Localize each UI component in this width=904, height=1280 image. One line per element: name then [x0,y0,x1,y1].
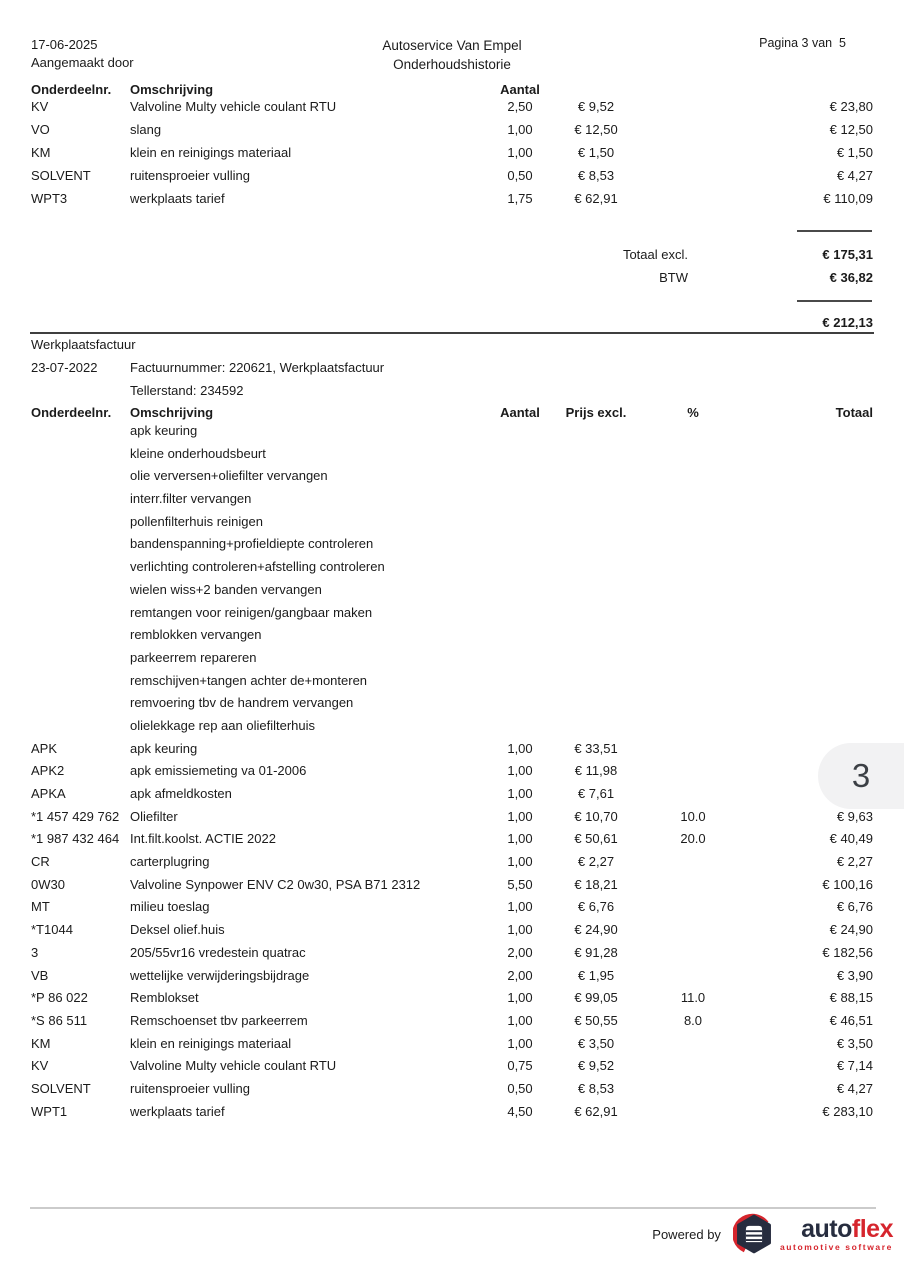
cell-description: ruitensproeier vulling [130,168,250,183]
cell-description: 205/55vr16 vredestein quatrac [130,944,306,960]
section-divider [30,332,874,334]
cell-quantity: 1,00 [507,990,533,1006]
invoice-line-row [0,187,904,210]
cell-description: milieu toeslag [130,899,210,915]
logo-word-auto: auto [801,1214,852,1243]
btw-label: BTW [659,270,688,285]
cell-unit-price: € 99,05 [574,990,618,1006]
cell-description: remschijven+tangen achter de+monteren [130,672,368,688]
cell-quantity: 2,00 [507,967,533,983]
col-header-percent: % [687,405,699,420]
col-header-total: Totaal [835,405,873,420]
cell-description: Remschoenset tbv parkeerrem [130,1012,308,1028]
cell-unit-price: € 7,61 [577,786,615,801]
cell-discount-percent: 11.0 [680,990,706,1006]
cell-part-number: *T1044 [31,922,73,938]
invoice-line-row [0,579,904,602]
cell-quantity: 1,00 [507,145,533,160]
cell-line-total: € 6,76 [836,899,873,915]
cell-quantity: 1,00 [507,763,533,779]
cell-unit-price: € 8,53 [577,1080,615,1096]
cell-quantity: 0,50 [507,1080,533,1096]
cell-unit-price: € 1,95 [577,967,615,983]
cell-quantity: 1,00 [507,831,533,847]
invoice-line-row [0,692,904,715]
totals-row-btw [0,266,904,289]
cell-unit-price: € 1,50 [577,145,615,160]
total-excl-value: € 175,31 [822,247,873,262]
cell-part-number: KV [31,99,49,114]
cell-part-number: 3 [31,944,39,960]
table2-rows [0,420,904,1123]
cell-line-total: € 110,09 [823,191,873,206]
invoice-line-row [0,1078,904,1101]
invoice-line-row [0,738,904,761]
created-by-label: Aangemaakt door [31,55,134,70]
cell-description: apk emissiemeting va 01-2006 [130,763,307,779]
col-header-quantity: Aantal [500,405,540,420]
footer-divider [30,1207,876,1209]
cell-unit-price: € 12,50 [574,122,618,137]
cell-unit-price: € 9,52 [577,99,615,114]
totals-row-excl [0,243,904,266]
cell-quantity: 1,00 [507,808,533,824]
cell-unit-price: € 62,91 [574,191,618,206]
cell-description: kleine onderhoudsbeurt [130,445,266,461]
cell-line-total: € 7,14 [836,1058,873,1074]
logo-word-flex: flex [851,1214,893,1243]
cell-description: remtangen voor reinigen/gangbaar maken [130,604,373,620]
cell-description: olielekkage rep aan oliefilterhuis [130,717,316,733]
cell-part-number: VO [31,122,50,137]
cell-quantity: 1,00 [507,1012,533,1028]
cell-line-total: € 12,50 [829,122,873,137]
cell-description: klein en reinigings materiaal [130,145,292,160]
invoice-line-row [0,488,904,511]
cell-quantity: 1,00 [507,854,533,870]
cell-part-number: *P 86 022 [31,990,88,1006]
cell-quantity: 1,00 [507,922,533,938]
cell-quantity: 2,50 [507,99,533,114]
col-header-part: Onderdeelnr. [31,82,112,97]
cell-description: apk keuring [130,423,198,438]
invoice-reference: Factuurnummer: 220621, Werkplaatsfactuur [130,360,385,375]
invoice-line-row [0,624,904,647]
cell-line-total: € 100,16 [822,876,873,892]
cell-line-total: € 24,90 [829,922,873,938]
creation-date: 17-06-2025 [31,37,98,52]
col-header-description: Omschrijving [130,405,214,420]
cell-part-number: APK [31,740,58,756]
cell-line-total: € 283,10 [822,1103,873,1119]
cell-unit-price: € 91,28 [574,944,618,960]
totals-divider-top [797,230,872,232]
invoice-line-row [0,670,904,693]
cell-unit-price: € 11,98 [574,763,618,779]
grand-total-value: € 212,13 [822,315,873,330]
cell-part-number: *1 987 432 464 [31,831,120,847]
section-title: Werkplaatsfactuur [31,337,136,352]
cell-quantity: 1,75 [507,191,533,206]
cell-part-number: KM [31,1035,51,1051]
cell-unit-price: € 3,50 [577,1035,615,1051]
cell-line-total: € 9,63 [836,808,873,824]
invoice-line-row [0,1033,904,1056]
page-number-badge: 3 [818,743,904,809]
cell-discount-percent: 10.0 [680,808,706,824]
cell-description: wettelijke verwijderingsbijdrage [130,967,310,983]
col-header-part: Onderdeelnr. [31,405,112,420]
grand-total-row [0,311,904,334]
cell-quantity: 1,00 [507,899,533,915]
cell-discount-percent: 20.0 [680,831,706,847]
invoice-date: 23-07-2022 [31,360,98,375]
odometer-reading: Tellerstand: 234592 [130,383,244,398]
invoice-line-row [0,556,904,579]
col-header-description: Omschrijving [130,82,214,97]
cell-part-number: CR [31,854,50,870]
cell-quantity: 1,00 [507,1035,533,1051]
cell-description: werkplaats tarief [130,1103,225,1119]
cell-description: Remblokset [130,990,199,1006]
cell-unit-price: € 24,90 [574,922,618,938]
cell-unit-price: € 2,27 [577,854,615,870]
autoflex-garage-icon [733,1211,775,1257]
cell-line-total: € 1,50 [836,145,873,160]
cell-description: carterplugring [130,854,210,870]
invoice-line-row [0,1010,904,1033]
cell-description: pollenfilterhuis reinigen [130,513,263,529]
cell-description: slang [130,122,162,137]
invoice-line-row [0,896,904,919]
cell-description: olie verversen+oliefilter vervangen [130,468,328,484]
cell-quantity: 5,50 [507,876,533,892]
company-name: Autoservice Van Empel [382,38,522,53]
cell-unit-price: € 62,91 [574,1103,618,1119]
cell-part-number: WPT3 [31,191,68,206]
invoice-line-row [0,443,904,466]
cell-unit-price: € 6,76 [577,899,615,915]
cell-unit-price: € 50,61 [574,831,618,847]
cell-description: wielen wiss+2 banden vervangen [130,581,322,597]
cell-part-number: SOLVENT [31,1080,91,1096]
cell-line-total: € 2,27 [836,854,873,870]
cell-line-total: € 4,27 [836,1080,873,1096]
invoice-line-row [0,533,904,556]
cell-unit-price: € 9,52 [577,1058,615,1074]
cell-quantity: 1,00 [507,786,533,801]
invoice-line-row [0,828,904,851]
invoice-line-row [0,987,904,1010]
cell-part-number: VB [31,967,49,983]
cell-description: Deksel olief.huis [130,922,225,938]
invoice-line-row [0,465,904,488]
invoice-line-row [0,783,904,806]
cell-part-number: APK2 [31,763,65,779]
table1-rows [0,95,904,210]
invoice-line-row [0,919,904,942]
cell-description: apk afmeldkosten [130,786,232,801]
cell-line-total: € 40,49 [829,831,873,847]
cell-description: remblokken vervangen [130,627,262,643]
autoflex-wordmark [779,1214,893,1252]
invoice-line-row [0,851,904,874]
invoice-line-row [0,647,904,670]
invoice-line-row [0,420,904,443]
cell-line-total: € 3,90 [836,967,873,983]
invoice-line-row [0,1055,904,1078]
invoice-line-row [0,874,904,897]
invoice-line-row [0,141,904,164]
cell-description: klein en reinigings materiaal [130,1035,292,1051]
cell-description: parkeerrem repareren [130,649,257,665]
cell-line-total: € 46,51 [829,1012,873,1028]
cell-part-number: *S 86 511 [31,1012,88,1028]
cell-quantity: 0,50 [507,168,533,183]
btw-value: € 36,82 [829,270,873,285]
cell-description: Valvoline Multy vehicle coulant RTU [130,99,337,114]
cell-line-total: € 4,27 [836,168,873,183]
invoice-line-row [0,118,904,141]
cell-description: apk keuring [130,740,198,756]
cell-line-total: € 3,50 [836,1035,873,1051]
invoice-line-row [0,164,904,187]
cell-part-number: *1 457 429 762 [31,808,120,824]
cell-description: Oliefilter [130,808,178,824]
cell-part-number: 0W30 [31,876,65,892]
cell-description: ruitensproeier vulling [130,1080,250,1096]
cell-description: Valvoline Multy vehicle coulant RTU [130,1058,337,1074]
invoice-line-row [0,715,904,738]
totals-divider-bottom [797,300,872,302]
invoice-line-row [0,1101,904,1124]
cell-part-number: WPT1 [31,1103,68,1119]
cell-quantity: 2,00 [507,944,533,960]
invoice-line-row [0,942,904,965]
invoice-line-row [0,965,904,988]
cell-description: bandenspanning+profieldiepte controleren [130,536,374,552]
autoflex-logo [733,1211,893,1257]
cell-line-total: € 23,80 [829,99,873,114]
cell-part-number: KM [31,145,51,160]
invoice-line-row [0,602,904,625]
cell-unit-price: € 10,70 [574,808,618,824]
cell-description: Int.filt.koolst. ACTIE 2022 [130,831,276,847]
cell-line-total: € 88,15 [829,990,873,1006]
cell-unit-price: € 33,51 [574,740,618,756]
invoice-line-row [0,95,904,118]
footer [652,1210,893,1258]
invoice-line-row [0,511,904,534]
cell-part-number: SOLVENT [31,168,91,183]
cell-unit-price: € 8,53 [577,168,615,183]
cell-description: interr.filter vervangen [130,491,252,507]
cell-part-number: APKA [31,786,66,801]
cell-quantity: 0,75 [507,1058,533,1074]
cell-quantity: 1,00 [507,740,533,756]
cell-description: werkplaats tarief [130,191,225,206]
page-indicator: Pagina 3 van 5 [759,36,846,50]
cell-quantity: 4,50 [507,1103,533,1119]
cell-description: remvoering tbv de handrem vervangen [130,695,354,711]
cell-description: verlichting controleren+afstelling controleren [130,559,385,575]
cell-unit-price: € 50,55 [574,1012,618,1028]
powered-by-label: Powered by [652,1226,721,1242]
col-header-quantity: Aantal [500,82,540,97]
total-excl-label: Totaal excl. [622,247,688,262]
cell-part-number: MT [31,899,50,915]
cell-part-number: KV [31,1058,49,1074]
cell-quantity: 1,00 [507,122,533,137]
invoice-line-row [0,760,904,783]
logo-tagline: automotive software [779,1241,893,1252]
col-header-price-excl: Prijs excl. [565,405,627,420]
cell-unit-price: € 18,21 [574,876,618,892]
cell-discount-percent: 8.0 [683,1012,703,1028]
document-title: Onderhoudshistorie [393,57,511,72]
cell-line-total: € 182,56 [822,944,873,960]
cell-description: Valvoline Synpower ENV C2 0w30, PSA B71 2312 [130,876,421,892]
invoice-line-row [0,806,904,829]
